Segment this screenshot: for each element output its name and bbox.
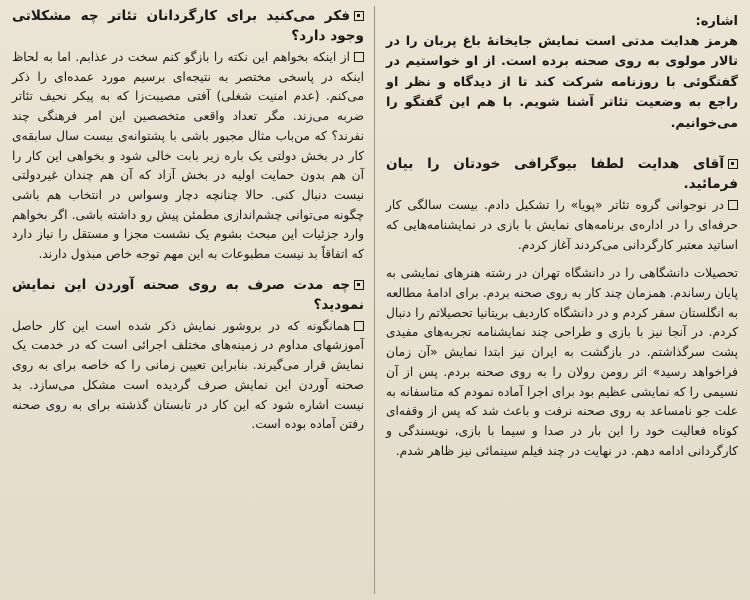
question-problems-text: فکر می‌کنید برای کارگردانان تئاتر چه مشکلاتی وجود دارد؟ — [12, 8, 364, 44]
answer-problems — [12, 48, 364, 265]
intro-label: اشاره: — [695, 14, 738, 29]
answer-biography-p2: تحصیلات دانشگاهی را در دانشگاه تهران در رشته هنرهای نمایشی به پایان رساندم. همزمان چند کار به روی صحنه بردم. برای ادامهٔ مطالعه به انگلستان سفر کردم و در دانشگاه کاردیف بریتانیا تحصیلاتم را دنبال کردم. در آنجا نیز با بازی و طراحی چند نمایشنامه تجربه‌های مفیدی پشت سرگذاشتم. در بازگشت به ایران نیز ابتدا نمایش «آن زمان فراخواهد رسید» اثر رومن رولان را به روی صحنه بردم. پس از آن نسیمی را که نمایشی عظیم بود برای اجرا آماده نمودم که متاسفانه به علت جو نامساعد به روی صحنه نرفت و باعث شد که پس از وقفه‌ای کوتاه فعالیت خود را این بار در صدا و سیما با بازی، نویسندگی و کارگردانی ادامه دهم. در نهایت در چند فیلم سینمائی نیز ظاهر شدم. — [386, 266, 738, 458]
column-divider — [374, 6, 375, 594]
question-square-icon — [354, 280, 364, 290]
answer-duration-text: همانگونه که در بروشور نمایش ذکر شده است این کار حاصل آموزشهای مداوم در زمینه‌های مختلف اجرائی است که در خدمت یک نمایش قرار می‌گیرند. بنابراین تعیین زمانی را که خاصه برای به روی صحنه آوردن این نمایش صرف گردیده است مشکل می‌سازد. بد نیست اشاره شود که این کار در تابستان گذشته برای به روی صحنه رفتن آماده بوده است. — [12, 318, 364, 432]
answer-duration — [12, 317, 364, 435]
answer-biography-p1-text: در نوجوانی گروه تئاتر «پویا» را تشکیل دادم. بیست سالگی کار حرفه‌ای را در اداره‌ی برنامه‌های نمایش با بازی در نمایشنامه‌هایی که اساتید معتبر کارگردانی می‌کردند آغاز کردم. — [386, 198, 738, 252]
left-column — [12, 6, 364, 596]
answer-square-icon — [354, 321, 364, 331]
question-duration-text: چه مدت صرف به روی صحنه آوردن این نمایش نمودید؟ — [12, 276, 364, 313]
question-problems — [12, 6, 364, 46]
question-biography — [386, 154, 738, 194]
answer-square-icon — [728, 200, 738, 210]
answer-square-icon — [354, 52, 364, 62]
intro-text: هرمز هدایت مدتی است نمایش جایخانهٔ باغ پربان را در تالار مولوی به روی صحنه برده است. از او خواستیم در گفتگوئی با روزنامه شرکت کند تا از دیدگاه و نظر او راجع به وضعیت تئاتر آشنا شویم. با هم این گفتگو را می‌خوانیم. — [386, 33, 738, 131]
right-column — [386, 12, 738, 596]
answer-problems-text: از اینکه بخواهم این نکته را بازگو کنم سخت در عذابم. اما به لحاظ اینکه در پاسخی مختصر به نتیجه‌ای برسیم مورد عمده‌ای را ذکر می‌کنم. (عدم امنیت شغلی) آفتی مصیبت‌زا که به پیکر نحیف تئاتر ضربه می‌زند. مگر تعداد واقعی متخصصین این امر فرهنگی چند نفرند؟ که من‌باب مثال مجبور باشی با پشتوانه‌ی بیست سال سابقه‌ی کار در بخش دولتی یک باره زیر بابت خالی شود و بخواهی این کار را آن هم بدون حمایت اولیه در بخش آزاد که آن هم چندان غیردولتی نیست دنبال کنی. حالا چنانچه دچار وسواس در انتخاب هم باشی چگونه می‌توانی چشم‌اندازی مطمئن پیش رو داشته باشی. اگر بخواهم وارد جزئیات این مبحث بشوم یک نشست مجزا و مستقل را نیاز دارد که اتفاقاً بد نیست مطبوعات به این مهم توجه خاص مبذول دارند. — [12, 50, 364, 262]
question-square-icon — [728, 159, 738, 169]
question-duration — [12, 275, 364, 315]
answer-biography-p1 — [386, 196, 738, 255]
question-square-icon — [354, 11, 364, 21]
question-biography-text: آقای هدایت لطفا بیوگرافی خودتان را بیان فرمائید. — [386, 156, 738, 193]
